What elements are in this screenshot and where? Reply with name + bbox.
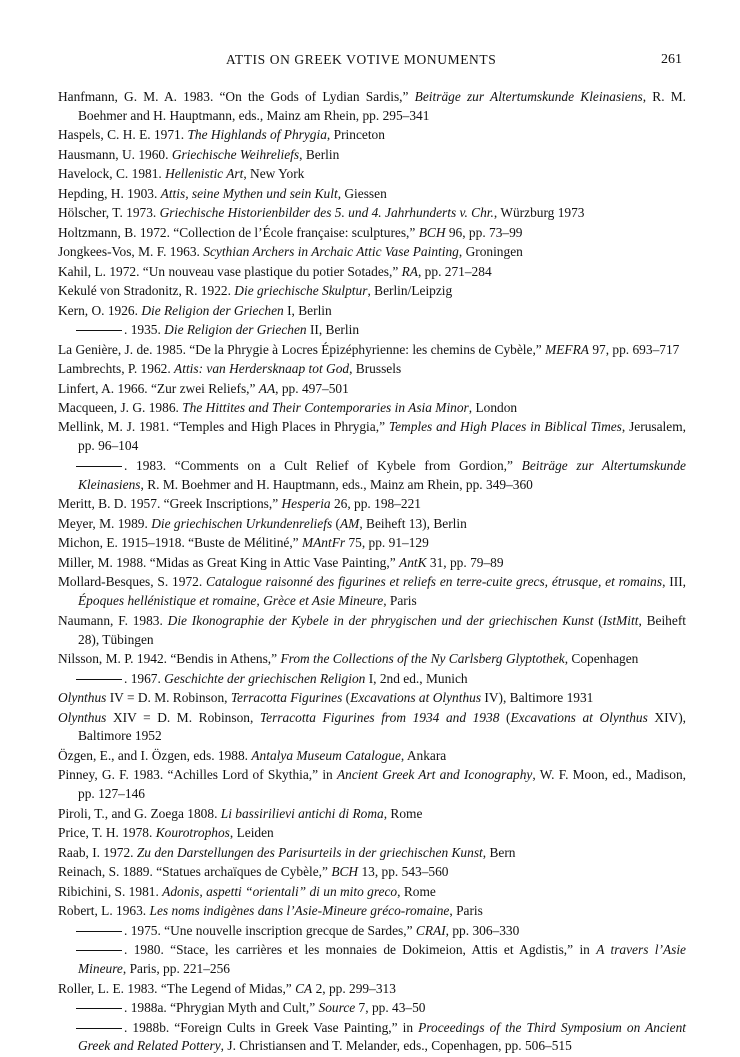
- bibliography-entry-text: Roller, L. E. 1983. “The Legend of Midas,” CA 2, pp. 299–313: [58, 980, 396, 996]
- bibliography-entry-text: Kekulé von Stradonitz, R. 1922. Die griechische Skulptur, Berlin/Leipzig: [58, 283, 453, 299]
- repeated-author-dash: [76, 931, 122, 932]
- page-header: [58, 52, 682, 68]
- bibliography-entry: [58, 844, 686, 863]
- bibliography-entry-text: Hepding, H. 1903. Attis, seine Mythen und sein Kult, Giessen: [58, 185, 387, 201]
- bibliography-entry-text: Meyer, M. 1989. Die griechischen Urkundenreliefs (AM, Beiheft 13), Berlin: [58, 515, 467, 531]
- bibliography-entry-text: . 1988a. “Phrygian Myth and Cult,” Source 7, pp. 43–50: [124, 1000, 426, 1016]
- bibliography-entry: [58, 399, 686, 418]
- bibliography-entry-text: Meritt, B. D. 1957. “Greek Inscriptions,” Hesperia 26, pp. 198–221: [58, 496, 421, 512]
- bibliography-entry: [58, 457, 686, 495]
- bibliography-entry-text: . 1980. “Stace, les carrières et les monnaies de Dokimeion, Attis et Agdistis,” in A travers l’Asie Mineure, Paris, pp. 221–256: [78, 942, 686, 977]
- bibliography-entry-text: Nilsson, M. P. 1942. “Bendis in Athens,” From the Collections of the Ny Carlsberg Glyptothek, Copenhagen: [58, 651, 639, 667]
- bibliography-entry: [58, 863, 686, 882]
- bibliography-entry-text: Hausmann, U. 1960. Griechische Weihreliefs, Berlin: [58, 146, 340, 162]
- bibliography-entry: [58, 146, 686, 165]
- repeated-author-dash: [76, 1008, 122, 1009]
- repeated-author-dash: [76, 950, 122, 951]
- repeated-author-dash: [76, 1028, 122, 1029]
- bibliography-entry-text: . 1935. Die Religion der Griechen II, Berlin: [124, 322, 360, 338]
- bibliography-entry: [58, 341, 686, 360]
- bibliography-entry-text: Michon, E. 1915–1918. “Buste de Mélitiné,” MAntFr 75, pp. 91–129: [58, 535, 429, 551]
- bibliography-entry-text: Piroli, T., and G. Zoega 1808. Li bassirilievi antichi di Roma, Rome: [58, 805, 423, 821]
- bibliography-entry: [58, 883, 686, 902]
- repeated-author-dash: [76, 466, 122, 467]
- bibliography-entry: [58, 126, 686, 145]
- bibliography-entry: [58, 922, 686, 941]
- bibliography-entry: [58, 243, 686, 262]
- bibliography-entry: [58, 902, 686, 921]
- bibliography-entry-text: Özgen, E., and I. Özgen, eds. 1988. Antalya Museum Catalogue, Ankara: [58, 747, 447, 763]
- bibliography-entry: [58, 282, 686, 301]
- running-title: ATTIS ON GREEK VOTIVE MONUMENTS: [226, 52, 497, 67]
- bibliography-entry: [58, 360, 686, 379]
- bibliography-entry-text: . 1988b. “Foreign Cults in Greek Vase Painting,” in Proceedings of the Third Symposium on Ancient Greek and Related Pottery, J. Christiansen and T. Melander, eds., Copenhagen, pp. 506–515: [78, 1019, 686, 1054]
- bibliography-entry: [58, 747, 686, 766]
- bibliography-entry-text: Macqueen, J. G. 1986. The Hittites and Their Contemporaries in Asia Minor, London: [58, 400, 518, 415]
- bibliography-entry-text: Ribichini, S. 1981. Adonis, aspetti “orientali” di un mito greco, Rome: [58, 883, 436, 899]
- bibliography-entry: [58, 380, 686, 399]
- bibliography-entry: [58, 185, 686, 204]
- bibliography-entry-text: . 1975. “Une nouvelle inscription grecque de Sardes,” CRAI, pp. 306–330: [124, 922, 520, 938]
- bibliography-entry-text: . 1967. Geschichte der griechischen Religion I, 2nd ed., Munich: [124, 670, 468, 686]
- bibliography-entry-text: Hölscher, T. 1973. Griechische Historienbilder des 5. und 4. Jahrhunderts v. Chr., Würzburg 1973: [58, 205, 585, 221]
- bibliography-entry: [58, 650, 686, 669]
- bibliography-entry: [58, 612, 686, 650]
- bibliography-entry: [58, 554, 686, 573]
- bibliography-entry: [58, 418, 686, 456]
- bibliography-entry: [58, 224, 686, 243]
- bibliography-entry-text: Kern, O. 1926. Die Religion der Griechen I, Berlin: [58, 302, 332, 318]
- bibliography-entry: [58, 941, 686, 979]
- bibliography-entry-text: Raab, I. 1972. Zu den Darstellungen des Parisurteils in der griechischen Kunst, Bern: [58, 844, 516, 860]
- bibliography-entry: [58, 534, 686, 553]
- bibliography-entry: [58, 689, 686, 708]
- bibliography-entry-text: Pinney, G. F. 1983. “Achilles Lord of Skythia,” in Ancient Greek Art and Iconography, W. F. Moon, ed., Madison, pp. 127–146: [58, 767, 686, 802]
- page-number: 261: [661, 52, 682, 67]
- bibliography-entry-text: La Genière, J. de. 1985. “De la Phrygie à Locres Épizéphyrienne: les chemins de Cybèle,” MEFRA 97, pp. 693–717: [58, 341, 680, 357]
- bibliography-entry-text: Naumann, F. 1983. Die Ikonographie der Kybele in der phrygischen und der griechischen Kunst (IstMitt, Beiheft 28), Tübingen: [58, 612, 686, 647]
- bibliography-entry-text: Holtzmann, B. 1972. “Collection de l’École française: sculptures,” BCH 96, pp. 73–99: [58, 224, 523, 240]
- bibliography-entry: [58, 670, 686, 689]
- bibliography-entry: [58, 321, 686, 340]
- bibliography-entry-text: Linfert, A. 1966. “Zur zwei Reliefs,” AA, pp. 497–501: [58, 380, 349, 396]
- bibliography-entry: [58, 302, 686, 321]
- repeated-author-dash: [76, 330, 122, 331]
- bibliography-entry-text: Hanfmann, G. M. A. 1983. “On the Gods of Lydian Sardis,” Beiträge zur Altertumskunde Kleinasiens, R. M. Boehmer and H. Hauptmann, eds., Mainz am Rhein, pp. 295–341: [58, 89, 687, 123]
- bibliography-entry: [58, 204, 686, 223]
- bibliography-entry: [58, 980, 686, 999]
- bibliography-entry-text: Robert, L. 1963. Les noms indigènes dans l’Asie-Mineure gréco-romaine, Paris: [58, 903, 483, 919]
- bibliography-entry: [58, 709, 686, 747]
- bibliography-entry-text: Mellink, M. J. 1981. “Temples and High Places in Phrygia,” Temples and High Places in Biblical Times, Jerusalem, pp. 96–104: [58, 419, 686, 454]
- bibliography-entry: [58, 515, 686, 534]
- bibliography-entry: [58, 766, 686, 804]
- bibliography-entry: [58, 165, 686, 184]
- bibliography-entry: [58, 88, 686, 126]
- bibliography-entry-text: Jongkees-Vos, M. F. 1963. Scythian Archers in Archaic Attic Vase Painting, Groningen: [58, 244, 523, 260]
- bibliography-entry-text: Olynthus XIV = D. M. Robinson, Terracotta Figurines from 1934 and 1938 (Excavations at Olynthus XIV), Baltimore 1952: [58, 709, 687, 744]
- bibliography-entry-text: Olynthus IV = D. M. Robinson, Terracotta Figurines (Excavations at Olynthus IV), Baltimore 1931: [58, 690, 594, 706]
- bibliography-entry: [58, 573, 686, 611]
- bibliography-entry-text: . 1983. “Comments on a Cult Relief of Kybele from Gordion,” Beiträge zur Altertumskunde Kleinasiens, R. M. Boehmer and H. Hauptmann, eds., Mainz am Rhein, pp. 349–360: [78, 457, 686, 492]
- bibliography-entry-text: Price, T. H. 1978. Kourotrophos, Leiden: [58, 825, 274, 841]
- bibliography-list: [58, 88, 686, 1057]
- bibliography-entry: [58, 999, 686, 1018]
- bibliography-entry: [58, 824, 686, 843]
- bibliography-entry-text: Reinach, S. 1889. “Statues archaïques de Cybèle,” BCH 13, pp. 543–560: [58, 864, 449, 880]
- bibliography-entry-text: Mollard-Besques, S. 1972. Catalogue raisonné des figurines et reliefs en terre-cuite grecs, étrusque, et romains, III, Époques hellénistique et romaine, Grèce et Asie Mineure, Paris: [58, 574, 687, 609]
- bibliography-entry-text: Miller, M. 1988. “Midas as Great King in Attic Vase Painting,” AntK 31, pp. 79–89: [58, 554, 504, 570]
- bibliography-entry-text: Haspels, C. H. E. 1971. The Highlands of Phrygia, Princeton: [58, 127, 385, 143]
- bibliography-entry: [58, 805, 686, 824]
- bibliography-entry-text: Kahil, L. 1972. “Un nouveau vase plastique du potier Sotades,” RA, pp. 271–284: [58, 263, 492, 279]
- bibliography-entry: [58, 263, 686, 282]
- bibliography-entry: [58, 495, 686, 514]
- repeated-author-dash: [76, 679, 122, 680]
- bibliography-entry-text: Havelock, C. 1981. Hellenistic Art, New York: [58, 166, 305, 182]
- bibliography-entry: [58, 1019, 686, 1057]
- bibliography-entry-text: Lambrechts, P. 1962. Attis: van Herdersknaap tot God, Brussels: [58, 361, 402, 377]
